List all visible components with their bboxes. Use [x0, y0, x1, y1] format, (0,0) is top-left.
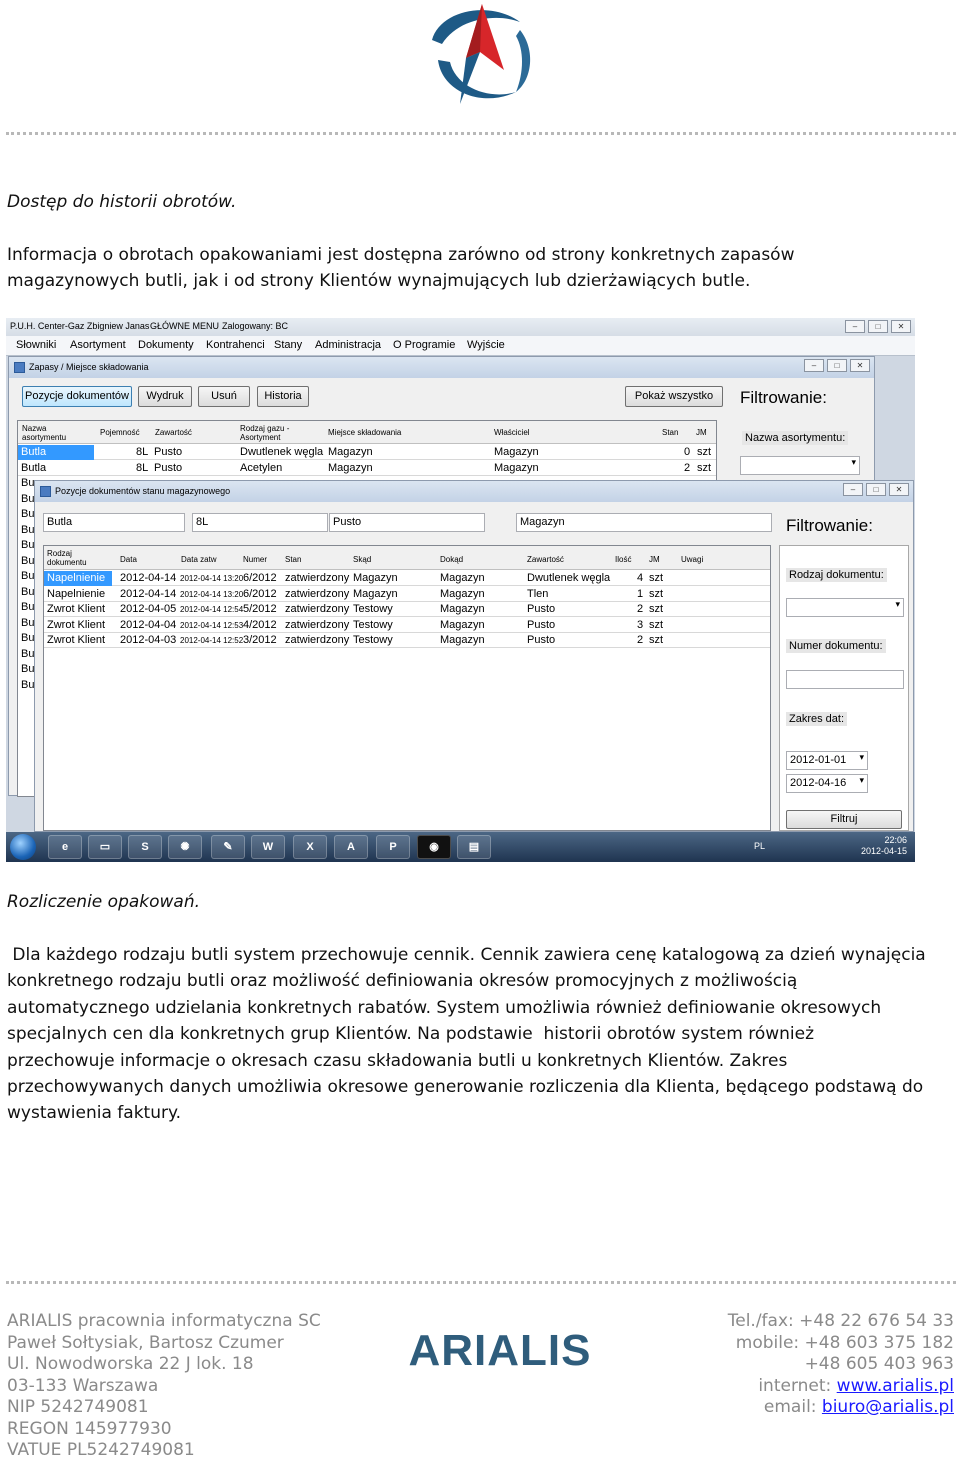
document-items-window [34, 480, 914, 832]
col-ilosc: Ilość [615, 555, 632, 564]
calendar-icon: ▾ [859, 752, 864, 762]
skype-icon[interactable]: S [128, 835, 162, 859]
capacity-field: 8L [192, 513, 328, 532]
taskbar-clock[interactable]: 22:06 2012-04-15 [860, 835, 907, 856]
col-data: Data [120, 555, 137, 564]
website-link[interactable]: www.arialis.pl [836, 1375, 954, 1396]
menu-o-programie[interactable]: O Programie [393, 339, 456, 351]
word-icon[interactable]: W [251, 835, 285, 859]
col-numer: Numer [243, 555, 268, 564]
windows-taskbar [6, 832, 915, 862]
stock-table-header [18, 421, 716, 444]
folder-icon[interactable]: ▭ [88, 835, 122, 859]
window-icon [40, 486, 51, 497]
app-title-menu: GŁÓWNE MENU [150, 321, 220, 331]
hidden-row-label: Bu [21, 678, 35, 691]
app-window-controls [845, 320, 911, 333]
hidden-row-label: Bu [21, 647, 35, 660]
maximize-icon[interactable]: □ [827, 359, 847, 372]
col-wlasciciel: Właściciel [494, 428, 530, 437]
col-miejsce: Miejsce składowania [328, 428, 402, 437]
hidden-row-label: Bu [21, 477, 35, 489]
minimize-icon[interactable]: – [843, 483, 863, 496]
document-items-button[interactable]: Pozycje dokumentów [22, 386, 132, 407]
history-button[interactable]: Historia [257, 386, 309, 407]
arialis-logo [385, 1327, 615, 1371]
col-jm: JM [696, 428, 707, 437]
hidden-row-label: Bu [21, 570, 35, 582]
menu-slowniki[interactable]: Słowniki [16, 339, 57, 351]
col-zawartosc: Zawartość [155, 428, 192, 437]
table-row[interactable]: Butla 8L Pusto Dwutlenek węgla Magazyn Magazyn 0 szt [18, 445, 716, 460]
delete-button[interactable]: Usuń [198, 386, 250, 407]
company-logo [420, 0, 540, 112]
stock-filter-title: Filtrowanie: [740, 388, 827, 407]
tools-icon[interactable]: ✎ [211, 835, 245, 859]
chevron-down-icon: ▾ [895, 599, 900, 609]
app-title-company: P.U.H. Center-Gaz Zbigniew Janas [10, 321, 150, 331]
hidden-row-label: Bu [21, 523, 35, 536]
hidden-row-label: Bu [21, 539, 35, 551]
hidden-row-label: Bu [21, 585, 35, 598]
menu-stany[interactable]: Stany [274, 339, 303, 351]
document-items-title: Pozycje dokumentów stanu magazynowego [55, 486, 231, 496]
menu-administracja[interactable]: Administracja [315, 339, 382, 351]
col-zawartosc: Zawartość [527, 555, 564, 564]
col-data-zatw: Data zatw [181, 555, 217, 564]
hidden-row-label: Bu [21, 601, 35, 613]
col-stan: Stan [662, 428, 679, 437]
col-stan: Stan [285, 555, 302, 564]
bottom-divider [6, 1281, 956, 1284]
close-icon[interactable]: ✕ [889, 483, 909, 496]
stock-window-controls [804, 359, 870, 372]
col-dokad: Dokąd [440, 555, 464, 564]
application-screenshot [6, 318, 915, 862]
cylinder-name-field: Butla [43, 513, 185, 532]
footer-contact: Tel./fax: +48 22 676 54 33 mobile: +48 603 375 182 +48 605 403 963 internet: www.arialis.pl email: biuro@arialis.pl [727, 1311, 954, 1417]
top-divider [6, 132, 956, 135]
minimize-icon[interactable]: – [804, 359, 824, 372]
hidden-row-label: Bu [21, 616, 35, 629]
email-link[interactable]: biuro@arialis.pl [821, 1397, 954, 1417]
app-titlebar [6, 318, 915, 336]
paragraph-1-line-1: Informacja o obrotach opakowaniami jest dostępna zarówno od strony konkretnych zapasów [7, 245, 795, 265]
app-icon[interactable]: ◉ [417, 835, 451, 859]
hidden-row-label: Bu [21, 554, 35, 567]
maximize-icon[interactable]: □ [866, 483, 886, 496]
start-button-icon[interactable] [10, 834, 36, 860]
doc-type-label: Rodzaj dokumentu: [786, 568, 887, 582]
window-icon [14, 362, 25, 373]
language-indicator[interactable]: PL [753, 841, 765, 851]
menu-asortyment[interactable]: Asortyment [70, 339, 126, 351]
svg-text:ARIALIS: ARIALIS [408, 1327, 592, 1371]
document-items-body [35, 502, 913, 831]
document-items-table [43, 545, 771, 831]
col-uwagi: Uwagi [681, 555, 704, 564]
doc-number-label: Numer dokumentu: [786, 639, 886, 653]
settings-icon[interactable]: ✺ [168, 835, 202, 859]
paragraph-2-line: konkretnego rodzaju butli oraz możliwość definiowania okresów promocyjnych z możliwością [7, 971, 798, 992]
app-menubar [6, 336, 915, 356]
excel-icon[interactable]: X [293, 835, 327, 859]
col-pojemnosc: Pojemność [100, 428, 140, 437]
document-filter-title: Filtrowanie: [786, 516, 873, 535]
name-filter-label: Nazwa asortymentu: [742, 431, 848, 445]
heading-history: Dostęp do historii obrotów. [7, 192, 237, 212]
hidden-row-label: Bu [21, 632, 35, 644]
paragraph-2-line: Dla każdego rodzaju butli system przechowuje cennik. Cennik zawiera cenę katalogową za dzień wynajęcia [7, 945, 926, 965]
name-filter-select[interactable] [740, 456, 860, 475]
menu-dokumenty[interactable]: Dokumenty [138, 339, 194, 351]
col-skad: Skąd [353, 555, 372, 564]
document-items-controls [843, 483, 909, 496]
app-title-user: Zalogowany: BC [222, 321, 289, 331]
heading-settlement: Rozliczenie opakowań. [7, 892, 201, 912]
table-row[interactable]: Zwrot Klient 2012-04-05 2012-04-14 12:54 5/2012 zatwierdzony Testowy Magazyn Pusto 2 szt [44, 602, 770, 617]
doc-number-input[interactable] [786, 670, 904, 689]
acrobat-icon[interactable]: A [334, 835, 368, 859]
menu-kontrahenci[interactable]: Kontrahenci [206, 339, 265, 351]
table-row[interactable]: Napelnienie 2012-04-14 2012-04-14 13:20 6/2012 zatwierdzony Magazyn Magazyn Tlen 1 szt [44, 587, 770, 602]
doc-type-select[interactable] [786, 598, 904, 617]
paragraph-1-line-2: magazynowych butli, jak i od strony Klientów wynajmujących lub dzierżawiących butle. [7, 271, 751, 291]
filter-button[interactable]: Filtruj [786, 810, 902, 829]
table-row[interactable]: Napelnienie 2012-04-14 2012-04-14 13:20 6/2012 zatwierdzony Magazyn Magazyn Dwutlenek węgla 4 szt [44, 571, 770, 586]
table-row[interactable]: Zwrot Klient 2012-04-03 2012-04-14 12:52 3/2012 zatwierdzony Testowy Magazyn Pusto 2 szt [44, 633, 770, 648]
hidden-row-label: Bu [21, 663, 35, 675]
hidden-row-label: Bu [21, 508, 35, 520]
chevron-down-icon: ▾ [851, 457, 856, 467]
date-to-picker[interactable]: 2012-04-16 ▾ [786, 774, 868, 793]
col-rodzaj-gazu: Rodzaj gazu - Asortyment [240, 424, 290, 442]
col-jm: JM [649, 555, 660, 564]
paragraph-2-line: wystawienia faktury. [7, 1103, 182, 1124]
show-all-button[interactable]: Pokaż wszystko [625, 386, 723, 407]
paragraph-2-line: automatycznego udzielania konkretnych rabatów. System umożliwia również definiowanie okresowych [7, 997, 882, 1018]
col-rodzaj-dokumentu: Rodzaj dokumentu [47, 549, 87, 567]
powerpoint-icon[interactable]: P [376, 835, 410, 859]
maximize-icon[interactable]: □ [868, 320, 888, 333]
hidden-row-label: Bu [21, 492, 35, 505]
table-row[interactable]: Zwrot Klient 2012-04-04 2012-04-14 12:53 4/2012 zatwierdzony Testowy Magazyn Pusto 3 szt [44, 618, 770, 633]
content-field: Pusto [329, 513, 485, 532]
col-nazwa: Nazwa asortymentu [22, 424, 67, 442]
date-range-label: Zakres dat: [786, 712, 847, 726]
location-field: Magazyn [516, 513, 772, 532]
stock-window-title: Zapasy / Miejsce składowania [29, 362, 149, 372]
calendar-icon: ▾ [859, 775, 864, 785]
paragraph-2-line: przechowywanych danych umożliwia okresowe generowanie rozliczenia dla Klienta, będącego podstawą do [7, 1077, 924, 1097]
document-icon[interactable]: ▤ [457, 835, 491, 859]
minimize-icon[interactable]: – [845, 320, 865, 333]
stock-window-titlebar [9, 357, 874, 378]
print-button[interactable]: Wydruk [138, 386, 192, 407]
date-from-picker[interactable]: 2012-01-01 ▾ [786, 751, 868, 770]
table-row[interactable]: Butla 8L Pusto Acetylen Magazyn Magazyn 2 szt [18, 461, 716, 476]
menu-wyjscie[interactable]: Wyjście [467, 339, 505, 351]
paragraph-2-line: przechowuje informacje o okresach czasu składowania butli u konkretnych Klientów. Zakres [7, 1050, 788, 1071]
browser-icon[interactable]: e [48, 835, 82, 859]
document-filter-panel [779, 516, 909, 831]
close-icon[interactable]: ✕ [891, 320, 911, 333]
document-items-titlebar [35, 481, 913, 502]
document-items-header [44, 546, 770, 570]
paragraph-2-line: specjalnych cen dla konkretnych grup Klientów. Na podstawie historii obrotów system również [7, 1024, 815, 1045]
close-icon[interactable]: ✕ [850, 359, 870, 372]
footer-address: ARIALIS pracownia informatyczna SC Paweł Sołtysiak, Bartosz Czumer Ul. Nowodworska 22 J lok. 18 03-133 Warszawa NIP 5242749081 REGON 145977930 VATUE PL5242749081 [7, 1311, 321, 1460]
